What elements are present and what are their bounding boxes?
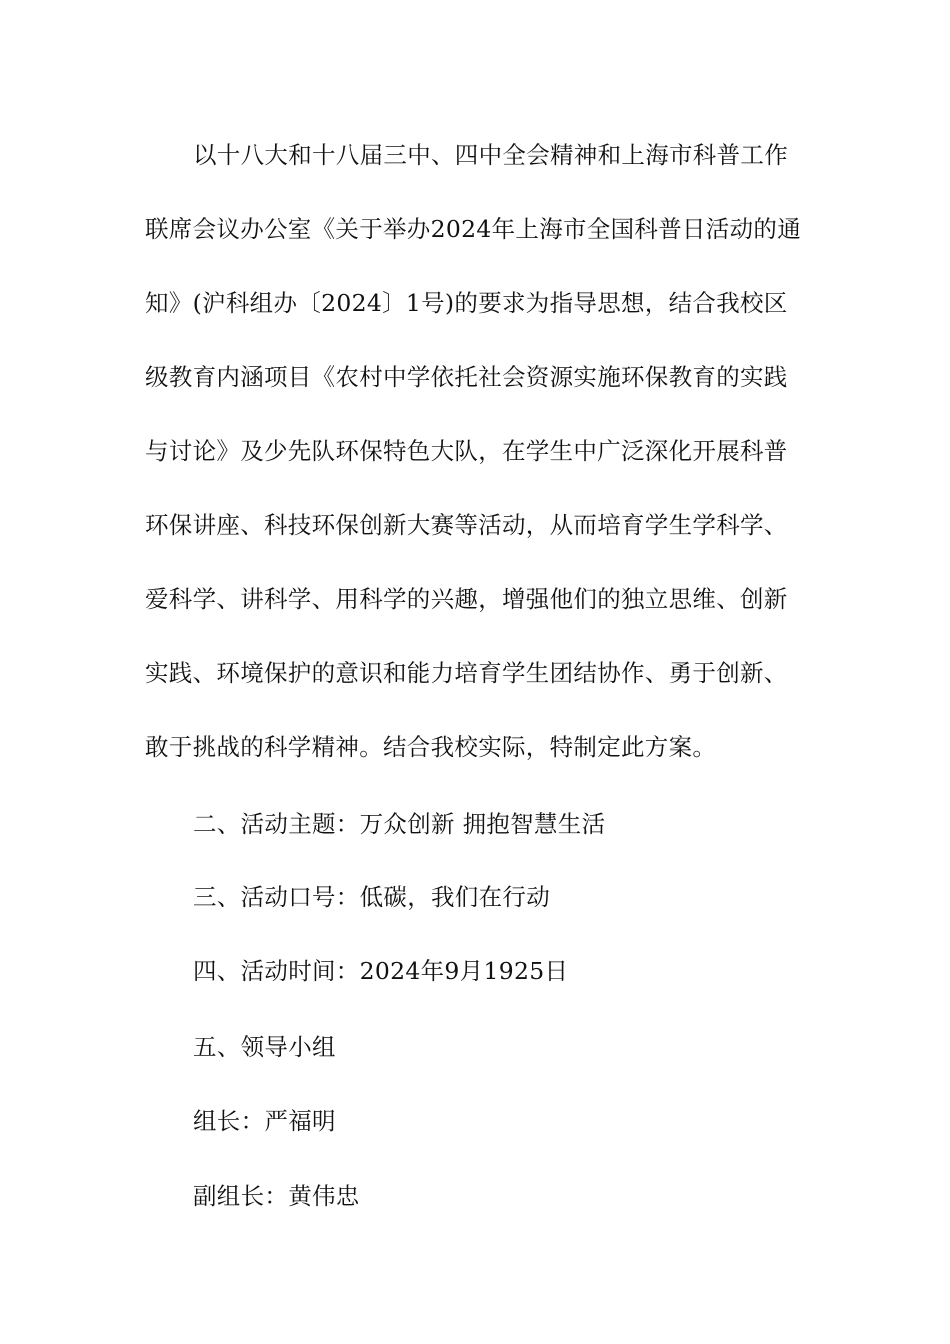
intro-line: 联席会议办公室《关于举办2024年上海市全国科普日活动的通: [145, 215, 802, 243]
intro-line: 敢于挑战的科学精神。结合我校实际，特制定此方案。: [145, 733, 717, 761]
intro-line: 与讨论》及少先队环保特色大队，在学生中广泛深化开展科普: [145, 437, 788, 465]
intro-line: 以十八大和十八届三中、四中全会精神和上海市科普工作: [193, 141, 788, 169]
intro-line: 实践、环境保护的意识和能力培育学生团结协作、勇于创新、: [145, 659, 788, 687]
intro-line: 级教育内涵项目《农村中学依托社会资源实施环保教育的实践: [145, 363, 788, 391]
deputy-group-leader: 副组长：黄伟忠: [193, 1182, 360, 1210]
leadership-heading: 五、领导小组: [193, 1033, 336, 1061]
intro-line: 环保讲座、科技环保创新大赛等活动，从而培育学生学科学、: [145, 511, 788, 539]
activity-theme: 二、活动主题：万众创新 拥抱智慧生活: [193, 810, 606, 838]
intro-line: 爱科学、讲科学、用科学的兴趣，增强他们的独立思维、创新: [145, 585, 788, 613]
intro-line: 知》(沪科组办〔2024〕1号)的要求为指导思想，结合我校区: [145, 289, 788, 317]
activity-time: 四、活动时间：2024年9月1925日: [193, 957, 569, 985]
intro-paragraph: [145, 118, 810, 784]
group-leader: 组长：严福明: [193, 1107, 336, 1135]
activity-slogan: 三、活动口号：低碳，我们在行动: [193, 883, 550, 911]
